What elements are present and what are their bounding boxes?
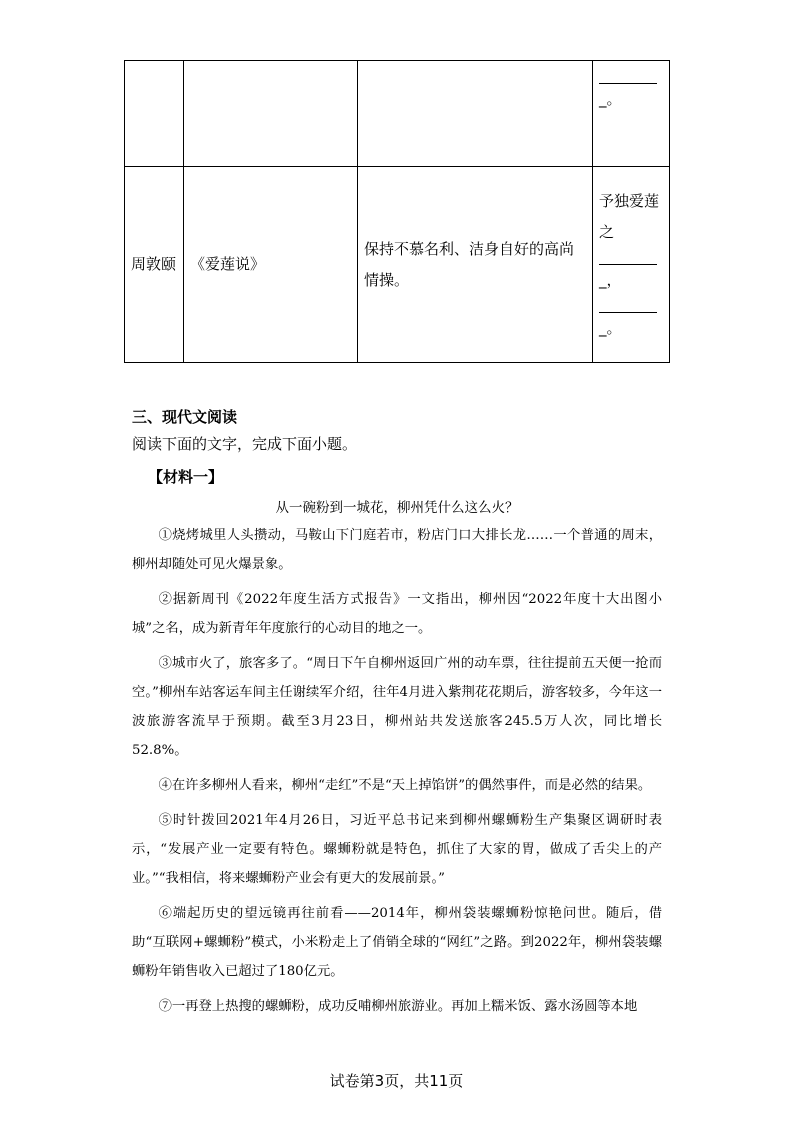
page-footer: 试卷第3页，共11页 (329, 1072, 464, 1090)
table-row (125, 167, 670, 363)
quote-cell (593, 167, 670, 363)
instruction-text: 阅读下面的文字，完成下面小题。 (132, 435, 358, 453)
paragraph: ⑦一再登上热搜的螺蛳粉，成功反哺柳州旅游业。再加上糯米饭、露水汤圆等本地 (158, 999, 638, 1014)
blank-tail-text: _。 (599, 318, 622, 337)
article-title: 从一碗粉到一城花，柳州凭什么这么火？ (275, 500, 519, 516)
blank-tail-text: _， (599, 270, 622, 289)
quote-cell (593, 61, 670, 167)
blank-tail-text: _。 (599, 90, 622, 108)
theme-cell (358, 61, 593, 167)
answer-blank (599, 67, 657, 84)
work-cell: 《爱莲说》 (184, 167, 358, 363)
answer-blank (599, 296, 657, 313)
paragraph: ⑤时针拨回2021年4月26日，习近平总书记来到柳州螺蛳粉生产集聚区调研时表示，“发展产业一定要有特色。螺蛳粉就是特色，抓住了大家的胃，做成了舌尖上的产业。”“我相信，将来螺蛳粉产业会有更大的发展前景。” (132, 813, 662, 886)
theme-cell: 保持不慕名利、洁身自好的高尚情操。 (358, 167, 593, 363)
article-body (132, 521, 662, 1027)
answer-blank (599, 248, 657, 265)
work-cell (184, 61, 358, 167)
table-row (125, 61, 670, 167)
quote-lead-2: 之 (599, 222, 615, 241)
section-heading: 三、现代文阅读 (132, 408, 238, 426)
author-cell: 周敦颐 (125, 167, 184, 363)
paragraph: ⑥端起历史的望远镜再往前看——2014年，柳州袋装螺蛳粉惊艳问世。随后，借助“互联网+螺蛳粉”模式，小米粉走上了俏销全球的“网红”之路。到2022年，柳州袋装螺蛳粉年销售收入已超过了180亿元。 (132, 906, 662, 979)
quote-lead-1: 予独爱莲 (599, 191, 660, 210)
material-label: 【材料一】 (148, 468, 224, 486)
literature-table (124, 60, 670, 363)
paragraph: ②据新周刊《2022年度生活方式报告》一文指出，柳州因“2022年度十大出图小城”之名，成为新青年年度旅行的心动目的地之一。 (132, 592, 662, 636)
paragraph: ④在许多柳州人看来，柳州“走红”不是“天上掉馅饼”的偶然事件，而是必然的结果。 (158, 778, 652, 793)
paragraph: ①烧烤城里人头攒动，马鞍山下门庭若市，粉店门口大排长龙……一个普通的周末，柳州却随处可见火爆景象。 (132, 528, 662, 572)
paragraph: ③城市火了，旅客多了。“周日下午自柳州返回广州的动车票，往往提前五天便一抢而空。”柳州车站客运车间主任谢续军介绍，往年4月进入紫荆花花期后，游客较多，今年这一波旅游客流早于预期。截至3月23日，柳州站共发送旅客245.5万人次，同比增长52.8%。 (132, 656, 662, 758)
author-cell (125, 61, 184, 167)
